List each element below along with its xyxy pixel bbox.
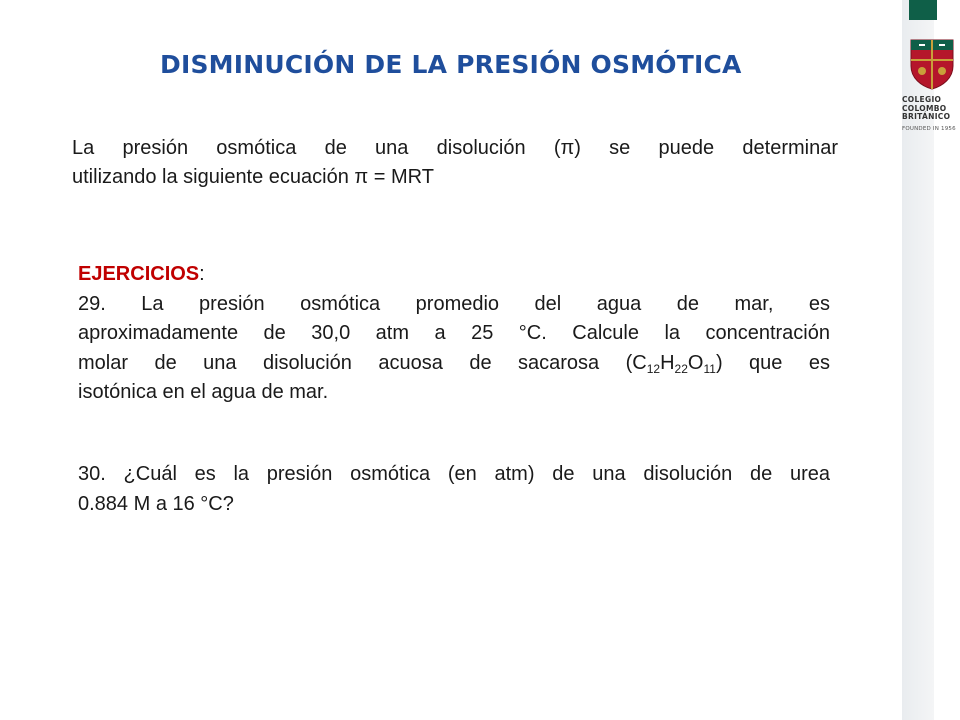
formula-h: H bbox=[660, 351, 675, 374]
line-3-pre: molar de una disolución acuosa de sacarosa (C bbox=[78, 351, 647, 374]
exercise-29-line-2: aproximadamente de 30,0 atm a 25 °C. Calcule la concentración bbox=[78, 322, 830, 344]
subscript-11: 11 bbox=[703, 361, 716, 376]
exercise-29 bbox=[78, 290, 830, 408]
school-logo-text bbox=[902, 96, 958, 133]
line-3-post: ) que es bbox=[715, 351, 830, 374]
intro-line-1: La presión osmótica de una disolución (π) se puede determinar bbox=[72, 137, 838, 159]
logo-line-2: COLOMBO bbox=[902, 103, 947, 113]
brand-bar-accent bbox=[909, 0, 937, 20]
exercise-30-line-2: 0.884 M a 16 °C? bbox=[78, 492, 234, 515]
exercise-29-line-1: 29. La presión osmótica promedio del agua de mar, es bbox=[78, 292, 830, 315]
logo-founded: FOUNDED IN 1956 bbox=[902, 125, 956, 132]
exercise-29-block bbox=[78, 260, 830, 408]
exercises-heading-colon: : bbox=[199, 263, 205, 285]
exercises-heading-row bbox=[78, 260, 830, 290]
exercise-30 bbox=[78, 460, 830, 519]
logo-line-3: BRITÁNICO bbox=[902, 112, 951, 121]
school-crest-icon bbox=[905, 36, 959, 90]
exercise-29-line-4: isotónica en el agua de mar. bbox=[78, 381, 329, 403]
intro-line-2: utilizando la siguiente ecuación π = MRT bbox=[72, 166, 434, 188]
exercise-30-line-1: 30. ¿Cuál es la presión osmótica (en atm) de una disolución de urea bbox=[78, 463, 830, 485]
exercises-heading: EJERCICIOS bbox=[78, 263, 200, 285]
subscript-12: 12 bbox=[646, 361, 661, 376]
logo-line-1: COLEGIO bbox=[902, 95, 942, 104]
exercise-29-line-3 bbox=[78, 349, 830, 379]
intro-paragraph bbox=[72, 134, 838, 192]
slide-title: DISMINUCIÓN DE LA PRESIÓN OSMÓTICA bbox=[160, 50, 742, 79]
subscript-22: 22 bbox=[674, 361, 688, 376]
formula-o: O bbox=[687, 351, 704, 374]
